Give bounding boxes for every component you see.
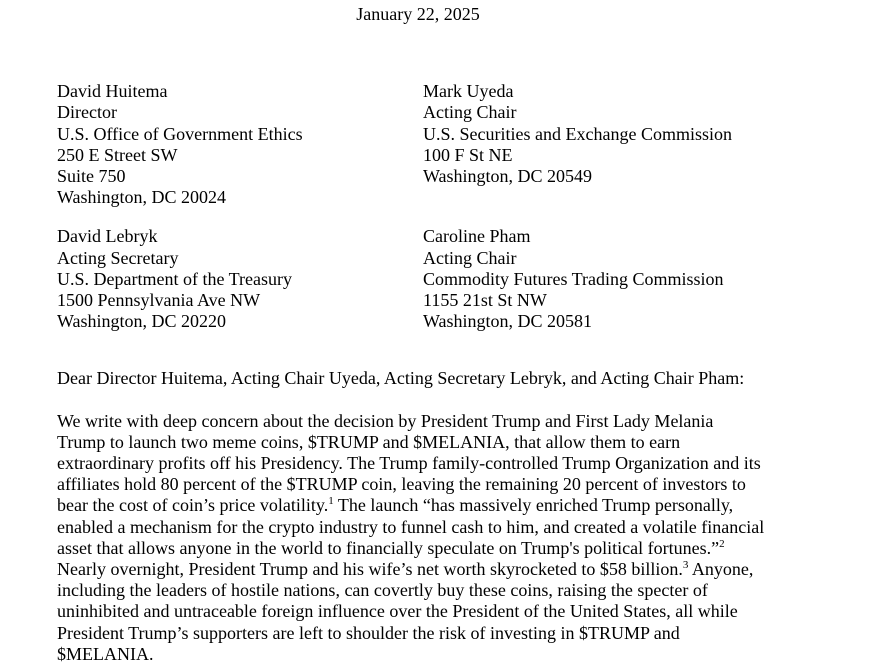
recipient-name: David Huitema bbox=[57, 81, 168, 102]
footnote-ref-1: 1 bbox=[328, 495, 334, 508]
recipient-name: Mark Uyeda bbox=[423, 81, 514, 102]
recipient-title: Acting Chair bbox=[423, 247, 517, 268]
recipient-blocks bbox=[57, 81, 877, 332]
recipient-address-line: Washington, DC 20220 bbox=[57, 311, 227, 332]
recipient-address-line: 100 F St NE bbox=[423, 144, 513, 165]
recipient-name: Caroline Pham bbox=[423, 226, 531, 247]
footnote-ref-2: 2 bbox=[719, 537, 725, 550]
recipient-title: Acting Chair bbox=[423, 102, 517, 123]
recipient-address-line: Washington, DC 20024 bbox=[57, 187, 227, 208]
recipient-address-line: Washington, DC 20581 bbox=[423, 311, 593, 332]
recipient-title: Director bbox=[57, 102, 117, 123]
body-paragraph bbox=[57, 411, 765, 665]
recipient-block-huitema bbox=[57, 81, 423, 208]
recipient-block-lebryk bbox=[57, 226, 423, 332]
recipient-org: U.S. Department of the Treasury bbox=[57, 268, 292, 289]
recipient-block-uyeda bbox=[423, 81, 823, 208]
body-text: Nearly overnight, President Trump and his wife’s net worth skyrocketed to $58 billion. bbox=[57, 559, 683, 580]
footnote-ref-3: 3 bbox=[682, 559, 689, 572]
recipient-address-line: 1155 21st St NW bbox=[423, 290, 547, 311]
recipient-address-line: 1500 Pennsylvania Ave NW bbox=[57, 290, 261, 311]
body-text: We write with deep concern about the decision by President Trump and First Lady Melania Trump to launch two meme coins, $TRUMP and $MELANIA, that allow them to earn extraordinary profits off his Presidency. The Trump family-controlled Trump Organization and its affiliates hold 80 percent of the $TRUMP coin, leaving the remaining 20 percent of investors to bear the cost of coin’s price volatility. bbox=[57, 410, 761, 516]
salutation: Dear Director Huitema, Acting Chair Uyeda, Acting Secretary Lebryk, and Acting Chair Pham: bbox=[57, 368, 745, 389]
recipient-org: U.S. Office of Government Ethics bbox=[57, 123, 303, 144]
recipient-address-line: Suite 750 bbox=[57, 166, 126, 187]
recipient-org: U.S. Securities and Exchange Commission bbox=[423, 123, 732, 144]
body-text: The launch “has massively enriched Trump personally, enabled a mechanism for the crypto industry to funnel cash to him, and created a volatile financial asset that allows anyone in the world to financially speculate on Trump's political fortunes.” bbox=[57, 495, 765, 558]
recipient-name: David Lebryk bbox=[57, 226, 158, 247]
recipient-row-1 bbox=[57, 81, 877, 208]
recipient-org: Commodity Futures Trading Commission bbox=[423, 268, 724, 289]
letter-date: January 22, 2025 bbox=[356, 4, 480, 24]
recipient-address-line: Washington, DC 20549 bbox=[423, 166, 593, 187]
recipient-row-2 bbox=[57, 226, 877, 332]
recipient-block-pham bbox=[423, 226, 823, 332]
body-text: Anyone, including the leaders of hostile nations, can covertly buy these coins, raising the specter of uninhibited and untraceable foreign influence over the President of the United States, all while President Trump’s supporters are left to shoulder the risk of investing in $TRUMP and $MELANIA. bbox=[57, 559, 754, 664]
recipient-title: Acting Secretary bbox=[57, 247, 179, 268]
recipient-address-line: 250 E Street SW bbox=[57, 144, 178, 165]
